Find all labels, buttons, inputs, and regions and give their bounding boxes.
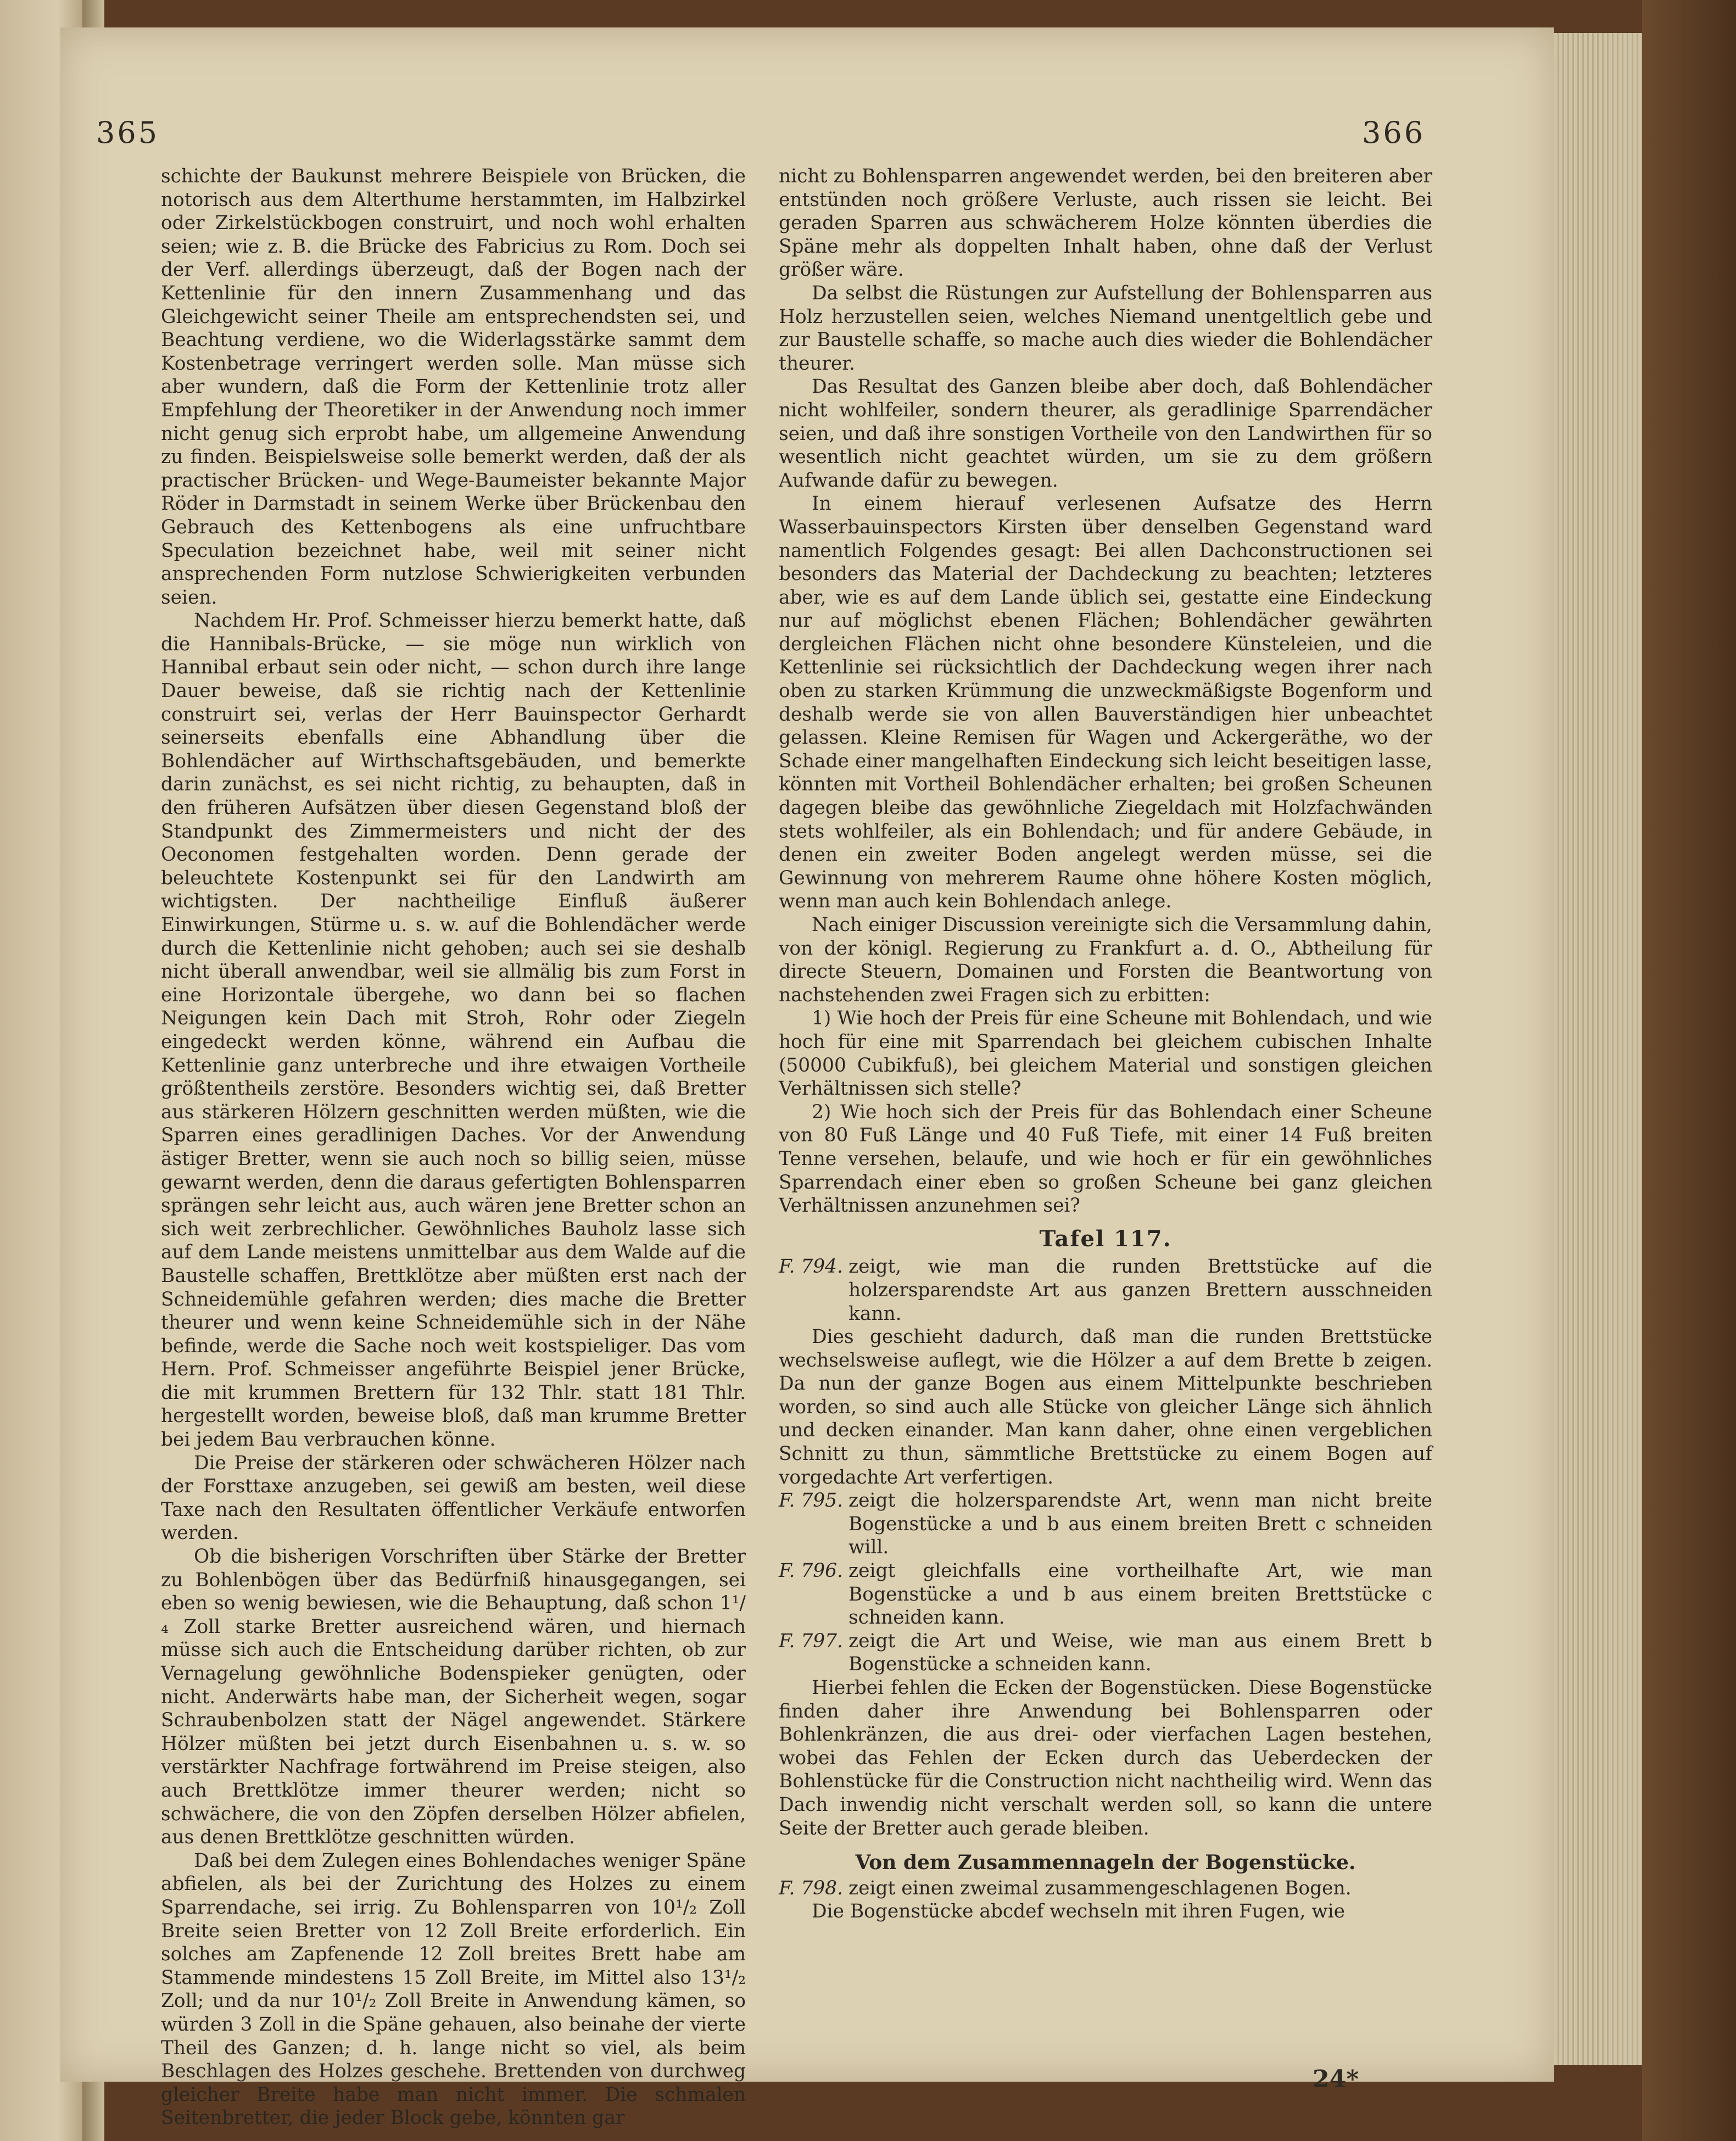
paragraph: Da selbst die Rüstungen zur Aufstellung der Bohlensparren aus Holz herzustellen seien, welches Niemand unentgeltlich gebe und zur Baustelle schaffe, so mache auch dies wieder die Bohlendächer theurer. [779,282,1432,375]
paragraph: Das Resultat des Ganzen bleibe aber doch, daß Bohlendächer nicht wohlfeiler, sondern theurer, als geradlinige Sparrendächer seien, und daß ihre sonstigen Vortheile von den Landwirthen für so wesentlich nicht geachtet würden, um sie zu dem größern Aufwande dafür zu bewegen. [779,376,1432,492]
left-page-number: 365 [96,115,160,150]
figure-label: F. 798. [779,1877,843,1899]
figure-entry: F. 797. zeigt die Art und Weise, wie man aus einem Brett b Bogenstücke a schneiden kann. [779,1630,1432,1676]
tafel-heading: Tafel 117. [1039,1225,1172,1252]
paragraph: schichte der Baukunst mehrere Beispiele von Brücken, die notorisch aus dem Alterthume herstammten, im Halbzirkel oder Zirkelstückbogen construirt, und noch wohl erhalten seien; wie z. B. die Brücke des Fabricius zu Rom. Doch sei der Verf. allerdings überzeugt, daß der Bogen nach der Kettenlinie für den innern Zusammenhang und das Gleichgewicht seiner Theile am entsprechendsten sei, und Beachtung verdiene, wo die Widerlagsstärke sammt dem Kostenbetrage verringert werden solle. Man müsse sich aber wundern, daß die Form der Kettenlinie trotz aller Empfehlung der Theoretiker in der Anwendung noch immer nicht genug sich erprobt habe, um allgemeine Anwendung zu finden. Beispielsweise solle bemerkt werden, daß der als practischer Brücken- und Wege-Baumeister bekannte Major Röder in Darmstadt in seinem Werke über Brückenbau den Gebrauch des Kettenbogens als eine unfruchtbare Speculation bezeichnet habe, weil mit seiner nicht ansprechenden Form nutzlose Schwierigkeiten verbunden seien. [161,165,746,609]
figure-entry: F. 796. zeigt gleichfalls eine vortheilhafte Art, wie man Bogenstücke a und b aus einem breiten Brettstücke c schneiden kann. [779,1560,1432,1629]
figure-entry: F. 795. zeigt die holzersparendste Art, wenn man nicht breite Bogenstücke a und b aus einem breiten Brett c schneiden will. [779,1490,1432,1559]
figure-entry: F. 794. zeigt, wie man die runden Brettstücke auf die holzersparendste Art aus ganzen Brettern ausschneiden kann. [779,1256,1432,1325]
figure-label: F. 797. [779,1630,843,1652]
right-page-number: 366 [1362,115,1426,150]
paragraph: Nach einiger Discussion vereinigte sich die Versammlung dahin, von der königl. Regierung zu Frankfurt a. d. O., Abtheilung für directe Steuern, Domainen und Forsten die Beantwortung von nachstehenden zwei Fragen sich zu erbitten: [779,914,1432,1006]
paragraph: In einem hierauf verlesenen Aufsatze des Herrn Wasserbauinspectors Kirsten über denselben Gegenstand ward namentlich Folgendes gesagt: Bei allen Dachconstructionen sei besonders das Material der Dachdeckung zu beachten; letzteres aber, wie es auf dem Lande üblich sei, gestatte eine Eindeckung nur auf möglichst ebenen Flächen; Bohlendächer gewährten dergleichen Flächen nicht ohne besondere Künsteleien, und die Kettenlinie sei rücksichtlich der Dachdeckung wegen ihrer nach oben zu starken Krümmung die unzweckmäßigste Bogenform und deshalb werde sie von allen Bauverständigen hier unbeachtet gelassen. Kleine Remisen für Wagen und Ackergeräthe, wo der Schade einer mangelhaften Eindeckung sich leicht beseitigen lasse, könnten mit Vortheil Bohlendächer erhalten; bei großen Scheunen dagegen bleibe das gewöhnliche Ziegeldach mit Holzfachwänden stets wohlfeiler, als ein Bohlendach; und für andere Gebäude, in denen ein zweiter Boden angelegt werden müsse, sei die Gewinnung von mehrerem Raume ohne höhere Kosten möglich, wenn man auch kein Bohlendach anlege. [779,493,1432,913]
paragraph: Die Preise der stärkeren oder schwächeren Hölzer nach der Forsttaxe anzugeben, sei gewiß am besten, weil diese Taxe nach den Resultaten öffentlicher Verkäufe entworfen werden. [161,1452,746,1545]
section-subheading: Von dem Zusammennageln der Bogenstücke. [855,1851,1356,1875]
right-column [779,165,1432,1923]
figure-label: F. 794. [779,1256,843,1278]
figure-explanation: Hierbei fehlen die Ecken der Bogenstücken. Diese Bogenstücke finden daher ihre Anwendung bei Bohlensparren oder Bohlenkränzen, die aus drei- oder vierfachen Lagen bestehen, wobei das Fehlen der Ecken durch das Ueberdecken der Bohlenstücke für die Construction nicht nachtheilig wird. Wenn das Dach inwendig nicht verschalt werden soll, so kann die untere Seite der Bretter auch gerade bleiben. [779,1677,1432,1839]
question-2: 2) Wie hoch sich der Preis für das Bohlendach einer Scheune von 80 Fuß Länge und 40 Fuß Tiefe, mit einer 14 Fuß breiten Tenne versehen, belaufe, und wie hoch er für ein gewöhnliches Sparrendach einer eben so großen Scheune bei ganz gleichen Verhältnissen anzunehmen sei? [779,1101,1432,1217]
paragraph: Daß bei dem Zulegen eines Bohlendaches weniger Späne abfielen, als bei der Zurichtung des Holzes zu einem Sparrendache, sei irrig. Zu Bohlensparren von 10¹/₂ Zoll Breite seien Bretter von 12 Zoll Breite erforderlich. Ein solches am Zapfenende 12 Zoll breites Brett habe am Stammende mindestens 15 Zoll Breite, im Mittel also 13¹/₂ Zoll; und da nur 10¹/₂ Zoll Breite in Anwendung kämen, so würden 3 Zoll in die Späne gehauen, also beinahe der vierte Theil des Ganzen; d. h. lange nicht so viel, als beim Beschlagen des Holzes geschehe. Brettenden von durchweg gleicher Breite habe man nicht immer. Die schmalen Seitenbretter, die jeder Block gebe, könnten gar [161,1849,746,2129]
left-column [161,165,746,2130]
figure-label: F. 796. [779,1560,843,1582]
book-cover [1642,0,1736,2141]
page-stack-edge [1554,33,1642,2065]
paragraph: Nachdem Hr. Prof. Schmeisser hierzu bemerkt hatte, daß die Hannibals-Brücke, — sie möge nun wirklich von Hannibal erbaut sein oder nicht, — schon durch ihre lange Dauer beweise, daß sie richtig nach der Kettenlinie construirt sei, verlas der Herr Bauinspector Gerhardt seinerseits ebenfalls eine Abhandlung über die Bohlendächer auf Wirthschaftsgebäuden, und bemerkte darin zunächst, es sei nicht richtig, zu behaupten, daß in den früheren Aufsätzen über diesen Gegenstand bloß der Standpunkt des Zimmermeisters und nicht der des Oeconomen festgehalten worden. Denn gerade der beleuchtete Kostenpunkt sei für den Landwirth am wichtigsten. Der nachtheilige Einfluß äußerer Einwirkungen, Stürme u. s. w. auf die Bohlendächer werde durch die Kettenlinie nicht gehoben; auch sei sie deshalb nicht überall anwendbar, weil sie allmälig bis zum Forst in eine Horizontale übergehe, wo dann bei so flachen Neigungen kein Dach mit Stroh, Rohr oder Ziegeln eingedeckt werden könne, während ein Aufbau die Kettenlinie ganz unterbreche und ihre etwaigen Vortheile größtentheils zerstöre. Besonders wichtig sei, daß Bretter aus stärkeren Hölzern geschnitten werden müßten, wie die Sparren eines geradlinigen Daches. Vor der Anwendung ästiger Bretter, wenn sie auch noch so billig seien, müsse gewarnt werden, denn die daraus gefertigten Bohlensparren sprängen sehr leicht aus, auch wären jene Bretter schon an sich weit zerbrechlicher. Gewöhnliches Bauholz lasse sich auf dem Lande meistens unmittelbar aus dem Walde auf die Baustelle schaffen, Brettklötze aber müßten erst nach der Schneidemühle gefahren werden; dies mache die Bretter theurer und wenn keine Schneidemühle sich in der Nähe befinde, werde die Sache noch weit kostspieliger. Das vom Hern. Prof. Schmeisser angeführte Beispiel jener Brücke, die mit krummen Brettern für 132 Thlr. statt 181 Thlr. hergestellt worden, beweise bloß, daß man krumme Bretter bei jedem Bau verbrauchen könne. [161,610,746,1451]
signature-mark: 24* [1313,2065,1359,2093]
paragraph: Ob die bisherigen Vorschriften über Stärke der Bretter zu Bohlenbögen über das Bedürfniß hinausgegangen, sei eben so wenig bewiesen, wie die Behauptung, daß schon 1¹/₄ Zoll starke Bretter ausreichend wären, und hiernach müsse sich auch die Entscheidung darüber richten, ob zur Vernagelung gewöhnliche Bodenspieker genügten, oder nicht. Anderwärts habe man, der Sicherheit wegen, sogar Schraubenbolzen statt der Nägel angewendet. Stärkere Hölzer müßten bei jetzt durch Eisenbahnen u. s. w. so verstärkter Nachfrage fortwährend im Preise steigen, also auch Brettklötze immer theurer werden; nicht so schwächere, die von den Zöpfen derselben Hölzer abfielen, aus denen Brettklötze geschnitten würden. [161,1546,746,1849]
figure-label: F. 795. [779,1490,843,1512]
question-1: 1) Wie hoch der Preis für eine Scheune mit Bohlendach, und wie hoch für eine mit Sparrendach bei gleichem cubischen Inhalte (50000 Cubikfuß), bei gleichem Material und sonstigen gleichen Verhältnissen sich stelle? [779,1007,1432,1100]
figure-entry: F. 798. zeigt einen zweimal zusammengeschlagenen Bogen. [779,1877,1352,1899]
figure-explanation: Dies geschieht dadurch, daß man die runden Brettstücke wechselsweise auflegt, wie die Hölzer a auf dem Brette b zeigen. Da nun der ganze Bogen aus einem Mittelpunkte beschrieben worden, so sind auch alle Stücke von gleicher Länge sich ähnlich und decken einander. Man kann daher, ohne einen vergeblichen Schnitt zu thun, sämmtliche Brettstücke zu einem Bogen auf vorgedachte Art verfertigen. [779,1326,1432,1488]
paragraph: nicht zu Bohlensparren angewendet werden, bei den breiteren aber entstünden noch größere Verluste, auch rissen sie leicht. Bei geraden Sparren aus schwächerem Holze könnten überdies die Späne mehr als doppelten Inhalt haben, ohne daß der Verlust größer wäre. [779,165,1432,281]
figure-explanation: Die Bogenstücke abcdef wechseln mit ihren Fugen, wie [812,1900,1345,1923]
